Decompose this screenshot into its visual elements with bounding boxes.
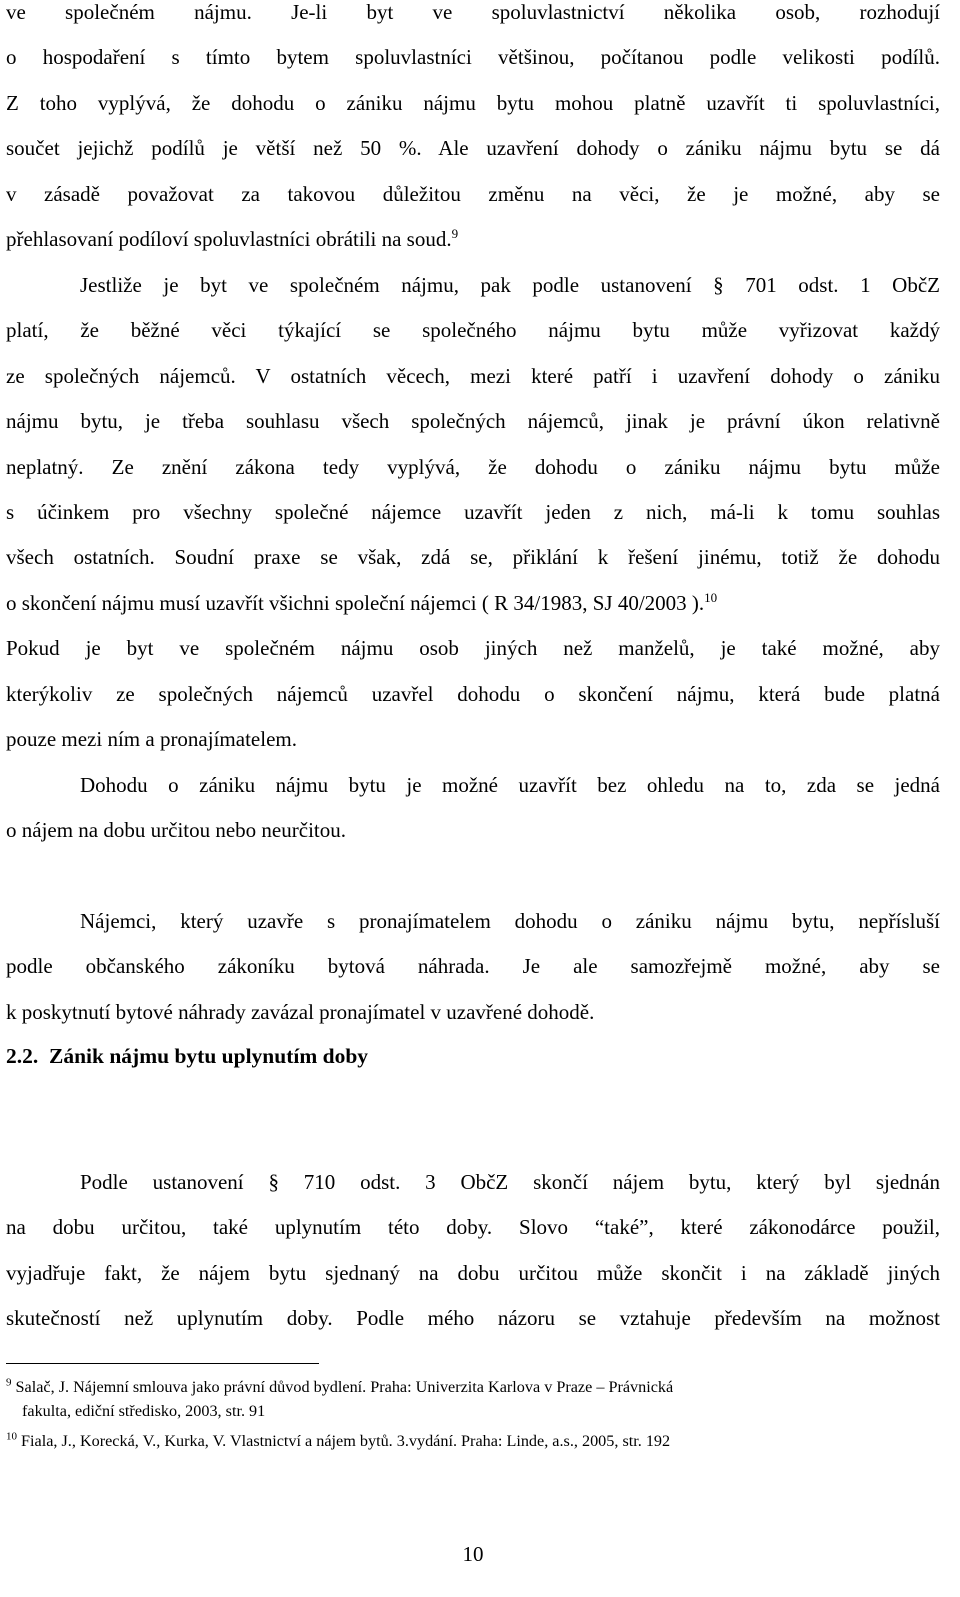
line (6, 581, 940, 626)
line: všech ostatních. Soudní praxe se však, zdá se, přiklání k řešení jinému, totiž že dohodu (6, 545, 940, 570)
footnote-text: Fiala, J., Korecká, V., Kurka, V. Vlastnictví a nájem bytů. 3.vydání. Praha: Linde, a.s., 2005, str. 192 (21, 1432, 671, 1450)
line: vyjadřuje fakt, že nájem bytu sjednaný na dobu určitou může skončit i na základě jiných (6, 1260, 940, 1285)
line-text: o skončení nájmu musí uzavřít všichni společní nájemci ( R 34/1983, SJ 40/2003 ). (6, 590, 705, 615)
footnote-9 (6, 1375, 940, 1423)
line: platí, že běžné věci týkající se společného nájmu bytu může vyřizovat každý (6, 318, 940, 343)
line: nájmu bytu, je třeba souhlasu všech společných nájemců, jinak je právní úkon relativně (6, 409, 940, 434)
line: v zásadě považovat za takovou důležitou změnu na věci, že je možné, aby se (6, 181, 940, 206)
footnote-separator (6, 1363, 319, 1364)
line: na dobu určitou, také uplynutím této doby. Slovo “také”, které zákonodárce použil, (6, 1215, 940, 1240)
paragraph-2 (6, 263, 940, 762)
line: podle občanského zákoníku bytová náhrada. Je ale samozřejmě možné, aby se (6, 954, 940, 979)
paragraph-4 (6, 899, 940, 1035)
footnote-ref: 10 (704, 589, 718, 605)
section-heading: 2.2. Zánik nájmu bytu uplynutím doby (6, 1044, 369, 1068)
line: Nájemci, který uzavře s pronajímatelem dohodu o zániku nájmu bytu, nepřísluší (80, 909, 940, 933)
line: Dohodu o zániku nájmu bytu je možné uzavřít bez ohledu na to, zda se jedná (80, 773, 940, 797)
footnote-number: 10 (6, 1430, 17, 1443)
footnote-ref: 9 (451, 226, 459, 242)
line: Podle ustanovení § 710 odst. 3 ObčZ skončí nájem bytu, který byl sjednán (80, 1170, 940, 1194)
paragraph-5 (6, 1160, 940, 1342)
line: ve společném nájmu. Je-li byt ve spoluvlastnictví několika osob, rozhodují (6, 0, 940, 24)
line: Pokud je byt ve společném nájmu osob jiných než manželů, je také možné, aby (6, 636, 940, 661)
line: ze společných nájemců. V ostatních věcech, mezi které patří i uzavření dohody o zániku (6, 363, 940, 388)
page-number: 10 (462, 1542, 484, 1566)
line: o nájem na dobu určitou nebo neurčitou. (6, 818, 346, 843)
footnote-number: 9 (6, 1376, 12, 1389)
footnote-line (6, 1375, 940, 1399)
footnote-10 (6, 1429, 940, 1453)
line-text: přehlasovaní podíloví spoluvlastníci obrátili na soud. (6, 227, 452, 252)
paragraph-3 (6, 763, 940, 854)
footnote-line (6, 1429, 940, 1453)
line: skutečností než uplynutím doby. Podle mého názoru se vztahuje především na možnost (6, 1306, 940, 1331)
line: Jestliže je byt ve společném nájmu, pak podle ustanovení § 701 odst. 1 ObčZ (80, 273, 940, 297)
line: o hospodaření s tímto bytem spoluvlastníci většinou, počítanou podle velikosti podílů. (6, 45, 940, 70)
footnote-continuation: fakulta, ediční středisko, 2003, str. 91 (22, 1402, 266, 1420)
line: součet jejichž podílů je větší než 50 %. Ale uzavření dohody o zániku nájmu bytu se dá (6, 136, 940, 161)
paragraph-1 (6, 0, 940, 262)
line: s účinkem pro všechny společné nájemce uzavřít jeden z nich, má-li k tomu souhlas (6, 500, 940, 525)
line: Z toho vyplývá, že dohodu o zániku nájmu bytu mohou platně uzavřít ti spoluvlastníci, (6, 90, 940, 115)
footnote-text: Salač, J. Nájemní smlouva jako právní důvod bydlení. Praha: Univerzita Karlova v Praze – Právnická (15, 1378, 674, 1396)
line: neplatný. Ze znění zákona tedy vyplývá, že dohodu o zániku nájmu bytu může (6, 454, 940, 479)
line: pouze mezi ním a pronajímatelem. (6, 727, 297, 752)
line: kterýkoliv ze společných nájemců uzavřel dohodu o skončení nájmu, která bude platná (6, 681, 940, 706)
line: k poskytnutí bytové náhrady zavázal pronajímatel v uzavřené dohodě. (6, 999, 595, 1024)
line (6, 217, 940, 262)
